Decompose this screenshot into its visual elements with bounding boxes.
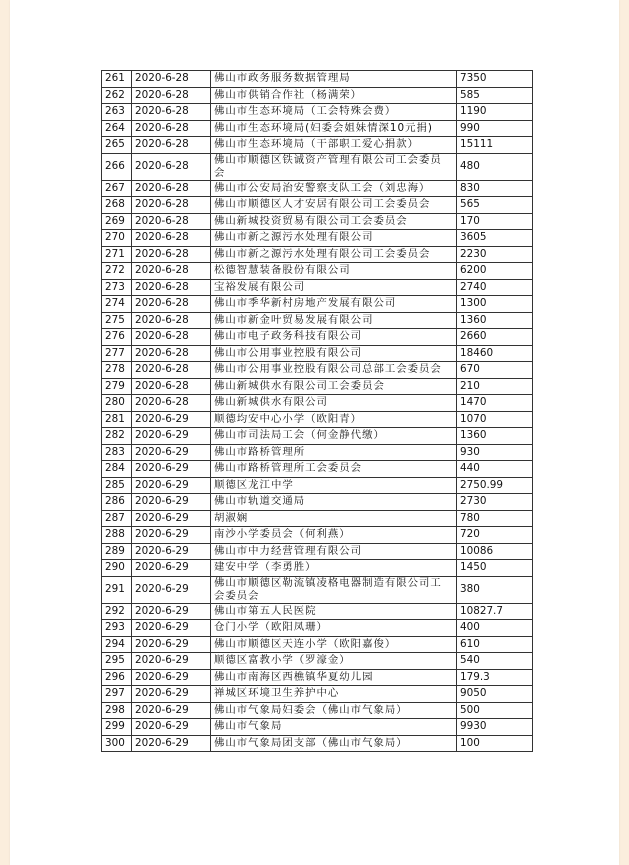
table-row bbox=[102, 527, 533, 544]
row-amount-cell: 10827.7 bbox=[457, 603, 533, 620]
row-date-cell: 2020-6-28 bbox=[132, 120, 211, 137]
row-date-cell: 2020-6-29 bbox=[132, 636, 211, 653]
table-row bbox=[102, 362, 533, 379]
row-amount-cell: 540 bbox=[457, 653, 533, 670]
row-donor-cell: 顺德区龙江中学 bbox=[211, 477, 457, 494]
row-number-cell: 282 bbox=[102, 428, 132, 445]
row-amount-cell: 1190 bbox=[457, 104, 533, 121]
row-donor-cell: 松德智慧装备股份有限公司 bbox=[211, 263, 457, 280]
row-number-cell: 267 bbox=[102, 180, 132, 197]
row-donor-cell: 佛山市中力经营管理有限公司 bbox=[211, 543, 457, 560]
row-number-cell: 297 bbox=[102, 686, 132, 703]
row-amount-cell: 930 bbox=[457, 444, 533, 461]
row-amount-cell: 1300 bbox=[457, 296, 533, 313]
row-donor-cell: 佛山市路桥管理所 bbox=[211, 444, 457, 461]
row-donor-cell: 宝裕发展有限公司 bbox=[211, 279, 457, 296]
row-amount-cell: 990 bbox=[457, 120, 533, 137]
row-donor-cell: 顺德均安中心小学（欧阳青） bbox=[211, 411, 457, 428]
table-row bbox=[102, 494, 533, 511]
row-donor-cell: 佛山市新之源污水处理有限公司工会委员会 bbox=[211, 246, 457, 263]
row-donor-cell: 佛山市顺德区人才安居有限公司工会委员会 bbox=[211, 197, 457, 214]
row-donor-cell: 佛山市司法局工会（何金静代缴） bbox=[211, 428, 457, 445]
table-row bbox=[102, 104, 533, 121]
row-number-cell: 271 bbox=[102, 246, 132, 263]
row-date-cell: 2020-6-29 bbox=[132, 735, 211, 752]
row-date-cell: 2020-6-28 bbox=[132, 213, 211, 230]
row-number-cell: 266 bbox=[102, 153, 132, 180]
row-donor-cell: 佛山市顺德区天连小学（欧阳嘉俊） bbox=[211, 636, 457, 653]
row-number-cell: 280 bbox=[102, 395, 132, 412]
table-row bbox=[102, 279, 533, 296]
row-donor-cell: 佛山市南海区西樵镇华夏幼儿园 bbox=[211, 669, 457, 686]
table-row bbox=[102, 560, 533, 577]
row-date-cell: 2020-6-28 bbox=[132, 87, 211, 104]
table-row bbox=[102, 180, 533, 197]
row-number-cell: 270 bbox=[102, 230, 132, 247]
row-date-cell: 2020-6-29 bbox=[132, 411, 211, 428]
row-number-cell: 286 bbox=[102, 494, 132, 511]
row-donor-cell: 佛山市政务服务数据管理局 bbox=[211, 71, 457, 88]
row-number-cell: 296 bbox=[102, 669, 132, 686]
row-donor-cell: 佛山市第五人民医院 bbox=[211, 603, 457, 620]
row-amount-cell: 440 bbox=[457, 461, 533, 478]
row-donor-cell: 佛山市生态环境局(妇委会姐妹情深10元捐) bbox=[211, 120, 457, 137]
row-number-cell: 279 bbox=[102, 378, 132, 395]
row-donor-cell: 胡淑娴 bbox=[211, 510, 457, 527]
row-amount-cell: 6200 bbox=[457, 263, 533, 280]
table-row bbox=[102, 702, 533, 719]
row-donor-cell: 佛山市生态环境局（工会特殊会费） bbox=[211, 104, 457, 121]
row-number-cell: 292 bbox=[102, 603, 132, 620]
row-date-cell: 2020-6-29 bbox=[132, 686, 211, 703]
row-donor-cell: 佛山市电子政务科技有限公司 bbox=[211, 329, 457, 346]
row-donor-cell: 佛山市轨道交通局 bbox=[211, 494, 457, 511]
table-row bbox=[102, 477, 533, 494]
row-amount-cell: 3605 bbox=[457, 230, 533, 247]
row-donor-cell: 佛山市新金叶贸易发展有限公司 bbox=[211, 312, 457, 329]
row-amount-cell: 10086 bbox=[457, 543, 533, 560]
row-donor-cell: 佛山新城供水有限公司工会委员会 bbox=[211, 378, 457, 395]
row-number-cell: 300 bbox=[102, 735, 132, 752]
row-donor-cell: 建安中学（李勇胜） bbox=[211, 560, 457, 577]
table-row bbox=[102, 345, 533, 362]
row-donor-cell: 佛山新城投资贸易有限公司工会委员会 bbox=[211, 213, 457, 230]
row-amount-cell: 1450 bbox=[457, 560, 533, 577]
row-date-cell: 2020-6-28 bbox=[132, 345, 211, 362]
row-number-cell: 268 bbox=[102, 197, 132, 214]
row-amount-cell: 179.3 bbox=[457, 669, 533, 686]
row-amount-cell: 1360 bbox=[457, 428, 533, 445]
table-row bbox=[102, 428, 533, 445]
row-amount-cell: 1070 bbox=[457, 411, 533, 428]
row-number-cell: 265 bbox=[102, 137, 132, 154]
row-date-cell: 2020-6-28 bbox=[132, 296, 211, 313]
row-donor-cell: 佛山市路桥管理所工会委员会 bbox=[211, 461, 457, 478]
table-row bbox=[102, 510, 533, 527]
row-amount-cell: 670 bbox=[457, 362, 533, 379]
row-date-cell: 2020-6-29 bbox=[132, 510, 211, 527]
table-row bbox=[102, 378, 533, 395]
row-number-cell: 272 bbox=[102, 263, 132, 280]
row-amount-cell: 15111 bbox=[457, 137, 533, 154]
row-amount-cell: 585 bbox=[457, 87, 533, 104]
row-date-cell: 2020-6-28 bbox=[132, 197, 211, 214]
row-date-cell: 2020-6-29 bbox=[132, 702, 211, 719]
row-date-cell: 2020-6-29 bbox=[132, 669, 211, 686]
table-row bbox=[102, 87, 533, 104]
row-number-cell: 299 bbox=[102, 719, 132, 736]
row-donor-cell: 佛山市生态环境局（干部职工爱心捐款） bbox=[211, 137, 457, 154]
table-row bbox=[102, 246, 533, 263]
row-donor-cell: 佛山市气象局妇委会（佛山市气象局） bbox=[211, 702, 457, 719]
row-amount-cell: 780 bbox=[457, 510, 533, 527]
row-date-cell: 2020-6-29 bbox=[132, 576, 211, 603]
row-date-cell: 2020-6-29 bbox=[132, 477, 211, 494]
row-number-cell: 262 bbox=[102, 87, 132, 104]
row-number-cell: 289 bbox=[102, 543, 132, 560]
row-donor-cell: 佛山市顺德区勒流镇凌格电器制造有限公司工会委员会 bbox=[211, 576, 457, 603]
table-row bbox=[102, 312, 533, 329]
row-amount-cell: 2660 bbox=[457, 329, 533, 346]
row-number-cell: 295 bbox=[102, 653, 132, 670]
row-number-cell: 283 bbox=[102, 444, 132, 461]
row-number-cell: 278 bbox=[102, 362, 132, 379]
row-date-cell: 2020-6-28 bbox=[132, 71, 211, 88]
donation-table bbox=[101, 70, 533, 752]
row-date-cell: 2020-6-29 bbox=[132, 620, 211, 637]
table-row bbox=[102, 719, 533, 736]
row-amount-cell: 610 bbox=[457, 636, 533, 653]
row-date-cell: 2020-6-28 bbox=[132, 153, 211, 180]
table-row bbox=[102, 296, 533, 313]
row-number-cell: 287 bbox=[102, 510, 132, 527]
row-date-cell: 2020-6-29 bbox=[132, 603, 211, 620]
table-row bbox=[102, 71, 533, 88]
row-number-cell: 261 bbox=[102, 71, 132, 88]
table-row bbox=[102, 153, 533, 180]
row-amount-cell: 100 bbox=[457, 735, 533, 752]
row-number-cell: 298 bbox=[102, 702, 132, 719]
row-number-cell: 269 bbox=[102, 213, 132, 230]
row-date-cell: 2020-6-28 bbox=[132, 312, 211, 329]
row-date-cell: 2020-6-29 bbox=[132, 428, 211, 445]
row-date-cell: 2020-6-28 bbox=[132, 329, 211, 346]
row-number-cell: 276 bbox=[102, 329, 132, 346]
table-row bbox=[102, 603, 533, 620]
row-date-cell: 2020-6-29 bbox=[132, 560, 211, 577]
table-row bbox=[102, 197, 533, 214]
row-date-cell: 2020-6-28 bbox=[132, 395, 211, 412]
row-amount-cell: 1470 bbox=[457, 395, 533, 412]
row-donor-cell: 南沙小学委员会（何利燕） bbox=[211, 527, 457, 544]
row-donor-cell: 顺德区富教小学（罗濠金） bbox=[211, 653, 457, 670]
row-amount-cell: 380 bbox=[457, 576, 533, 603]
row-number-cell: 288 bbox=[102, 527, 132, 544]
row-amount-cell: 210 bbox=[457, 378, 533, 395]
row-date-cell: 2020-6-29 bbox=[132, 444, 211, 461]
row-donor-cell: 佛山新城供水有限公司 bbox=[211, 395, 457, 412]
table-row bbox=[102, 576, 533, 603]
row-donor-cell: 仓门小学（欧阳凤珊） bbox=[211, 620, 457, 637]
row-donor-cell: 佛山市气象局 bbox=[211, 719, 457, 736]
table-row bbox=[102, 636, 533, 653]
row-donor-cell: 佛山市公用事业控股有限公司 bbox=[211, 345, 457, 362]
row-donor-cell: 佛山市新之源污水处理有限公司 bbox=[211, 230, 457, 247]
row-donor-cell: 佛山市季华新村房地产发展有限公司 bbox=[211, 296, 457, 313]
document-page bbox=[10, 0, 619, 865]
row-number-cell: 274 bbox=[102, 296, 132, 313]
row-number-cell: 284 bbox=[102, 461, 132, 478]
row-donor-cell: 佛山市顺德区铁诚资产管理有限公司工会委员会 bbox=[211, 153, 457, 180]
donation-table-body bbox=[102, 71, 533, 752]
row-amount-cell: 1360 bbox=[457, 312, 533, 329]
row-number-cell: 291 bbox=[102, 576, 132, 603]
row-donor-cell: 佛山市公安局治安警察支队工会（刘忠海） bbox=[211, 180, 457, 197]
row-date-cell: 2020-6-29 bbox=[132, 527, 211, 544]
row-amount-cell: 170 bbox=[457, 213, 533, 230]
table-row bbox=[102, 329, 533, 346]
row-amount-cell: 9050 bbox=[457, 686, 533, 703]
row-date-cell: 2020-6-28 bbox=[132, 246, 211, 263]
row-amount-cell: 400 bbox=[457, 620, 533, 637]
row-amount-cell: 9930 bbox=[457, 719, 533, 736]
table-row bbox=[102, 543, 533, 560]
row-amount-cell: 2750.99 bbox=[457, 477, 533, 494]
row-number-cell: 263 bbox=[102, 104, 132, 121]
row-amount-cell: 2230 bbox=[457, 246, 533, 263]
row-date-cell: 2020-6-28 bbox=[132, 378, 211, 395]
row-donor-cell: 佛山市气象局团支部（佛山市气象局） bbox=[211, 735, 457, 752]
table-row bbox=[102, 461, 533, 478]
row-date-cell: 2020-6-28 bbox=[132, 137, 211, 154]
row-amount-cell: 565 bbox=[457, 197, 533, 214]
table-row bbox=[102, 120, 533, 137]
row-date-cell: 2020-6-29 bbox=[132, 653, 211, 670]
row-number-cell: 273 bbox=[102, 279, 132, 296]
row-amount-cell: 7350 bbox=[457, 71, 533, 88]
row-amount-cell: 2730 bbox=[457, 494, 533, 511]
row-date-cell: 2020-6-29 bbox=[132, 543, 211, 560]
table-row bbox=[102, 653, 533, 670]
row-amount-cell: 2740 bbox=[457, 279, 533, 296]
row-date-cell: 2020-6-28 bbox=[132, 230, 211, 247]
table-row bbox=[102, 686, 533, 703]
row-number-cell: 275 bbox=[102, 312, 132, 329]
row-number-cell: 281 bbox=[102, 411, 132, 428]
row-date-cell: 2020-6-28 bbox=[132, 279, 211, 296]
row-number-cell: 290 bbox=[102, 560, 132, 577]
row-amount-cell: 830 bbox=[457, 180, 533, 197]
row-donor-cell: 禅城区环境卫生养护中心 bbox=[211, 686, 457, 703]
row-donor-cell: 佛山市供销合作社（杨满荣） bbox=[211, 87, 457, 104]
row-date-cell: 2020-6-29 bbox=[132, 461, 211, 478]
row-date-cell: 2020-6-28 bbox=[132, 263, 211, 280]
row-date-cell: 2020-6-28 bbox=[132, 180, 211, 197]
table-row bbox=[102, 444, 533, 461]
table-row bbox=[102, 735, 533, 752]
row-date-cell: 2020-6-29 bbox=[132, 719, 211, 736]
table-row bbox=[102, 411, 533, 428]
row-date-cell: 2020-6-29 bbox=[132, 494, 211, 511]
row-amount-cell: 18460 bbox=[457, 345, 533, 362]
table-row bbox=[102, 213, 533, 230]
row-amount-cell: 480 bbox=[457, 153, 533, 180]
row-number-cell: 277 bbox=[102, 345, 132, 362]
table-row bbox=[102, 263, 533, 280]
table-row bbox=[102, 230, 533, 247]
row-date-cell: 2020-6-28 bbox=[132, 104, 211, 121]
table-row bbox=[102, 137, 533, 154]
row-amount-cell: 500 bbox=[457, 702, 533, 719]
row-amount-cell: 720 bbox=[457, 527, 533, 544]
row-number-cell: 264 bbox=[102, 120, 132, 137]
row-number-cell: 293 bbox=[102, 620, 132, 637]
row-donor-cell: 佛山市公用事业控股有限公司总部工会委员会 bbox=[211, 362, 457, 379]
row-number-cell: 294 bbox=[102, 636, 132, 653]
row-date-cell: 2020-6-28 bbox=[132, 362, 211, 379]
row-number-cell: 285 bbox=[102, 477, 132, 494]
table-row bbox=[102, 395, 533, 412]
table-row bbox=[102, 620, 533, 637]
table-row bbox=[102, 669, 533, 686]
